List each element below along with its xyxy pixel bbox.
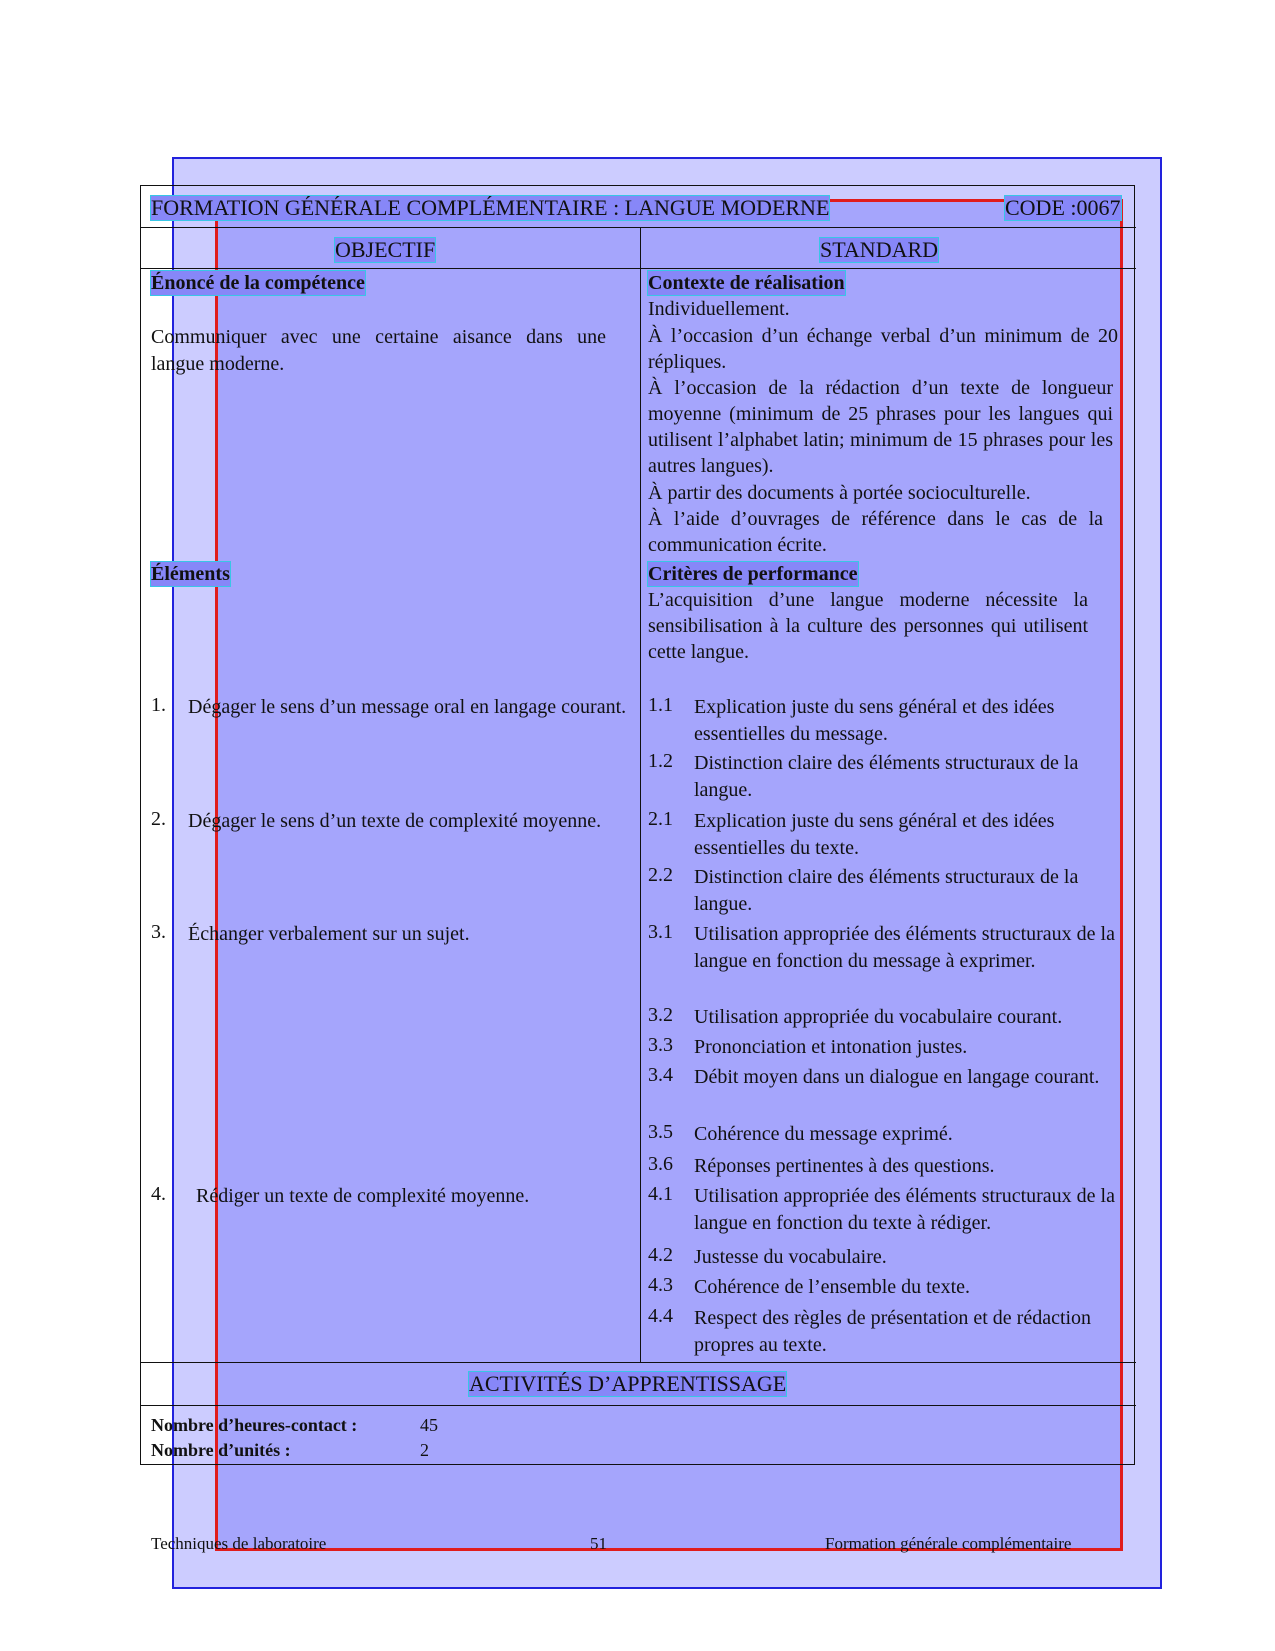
criterion-number: 2.2 — [648, 864, 673, 886]
column-divider — [640, 228, 641, 1362]
footer-section: Formation générale complémentaire — [825, 1534, 1072, 1553]
footer-page-number: 51 — [590, 1534, 607, 1553]
criterion-text: Débit moyen dans un dialogue en langage courant. — [694, 1066, 1100, 1088]
element-text: Rédiger un texte de complexité moyenne. — [196, 1185, 530, 1207]
criterion-text: Utilisation appropriée du vocabulaire courant. — [694, 1006, 1063, 1028]
contexte-item: À l’occasion de la rédaction d’un texte de longueur moyenne (minimum de 25 phrases pour les langues qui utilisent l’alphabet latin; minimum de 15 phrases pour les autres langues). — [648, 377, 1113, 477]
divider-line — [140, 227, 1136, 228]
hours-value: 45 — [420, 1415, 438, 1435]
hours-label: Nombre d’heures-contact : — [151, 1415, 358, 1435]
element-number: 3. — [151, 921, 166, 943]
criterion-text: Explication juste du sens général et des idées essentielles du message. — [694, 696, 1055, 745]
criterion-number: 4.2 — [648, 1244, 673, 1266]
contexte-item: À l’aide d’ouvrages de référence dans le cas de la communication écrite. — [648, 508, 1103, 556]
criterion-text: Distinction claire des éléments structuraux de la langue. — [694, 866, 1079, 915]
criterion-number: 2.1 — [648, 808, 673, 830]
criterion-number: 3.6 — [648, 1153, 673, 1175]
contexte-heading: Contexte de réalisation — [648, 272, 845, 294]
criterion-number: 1.2 — [648, 750, 673, 772]
criterion-text: Explication juste du sens général et des idées essentielles du texte. — [694, 810, 1055, 859]
criterion-number: 4.3 — [648, 1274, 673, 1296]
units-value: 2 — [420, 1440, 429, 1460]
criterion-number: 3.5 — [648, 1121, 673, 1143]
criterion-number: 3.2 — [648, 1004, 673, 1026]
criterion-text: Cohérence de l’ensemble du texte. — [694, 1276, 970, 1298]
criterion-number: 3.1 — [648, 921, 673, 943]
column-objectif: OBJECTIF — [335, 237, 436, 262]
column-standard: STANDARD — [820, 237, 939, 262]
element-number: 2. — [151, 808, 166, 830]
competence-heading: Énoncé de la compétence — [151, 272, 365, 294]
element-text: Échanger verbalement sur un sujet. — [188, 923, 470, 945]
form-title: FORMATION GÉNÉRALE COMPLÉMENTAIRE : LANGUE MODERNE — [151, 195, 830, 220]
criteres-heading: Critères de performance — [648, 563, 858, 585]
competence-text: Communiquer avec une certaine aisance dans une langue moderne. — [151, 326, 606, 375]
course-code: CODE :0067 — [1005, 195, 1121, 220]
units-label: Nombre d’unités : — [151, 1440, 291, 1460]
criterion-number: 4.4 — [648, 1305, 673, 1327]
element-text: Dégager le sens d’un message oral en langage courant. — [188, 696, 627, 718]
divider-line — [140, 1362, 1136, 1363]
criteres-intro: L’acquisition d’une langue moderne nécessite la sensibilisation à la culture des personnes qui utilisent cette langue. — [648, 589, 1088, 663]
divider-line — [140, 1405, 1136, 1406]
criterion-text: Réponses pertinentes à des questions. — [694, 1155, 995, 1177]
criterion-text: Distinction claire des éléments structuraux de la langue. — [694, 752, 1079, 801]
contexte-item: À l’occasion d’un échange verbal d’un minimum de 20 répliques. — [648, 325, 1118, 373]
criterion-number: 4.1 — [648, 1183, 673, 1205]
footer-program: Techniques de laboratoire — [151, 1534, 327, 1553]
contexte-item: Individuellement. — [648, 298, 790, 320]
criterion-text: Justesse du vocabulaire. — [694, 1246, 887, 1268]
criterion-number: 1.1 — [648, 694, 673, 716]
activities-heading: ACTIVITÉS D’APPRENTISSAGE — [469, 1371, 787, 1396]
criterion-text: Cohérence du message exprimé. — [694, 1123, 953, 1145]
elements-heading: Éléments — [151, 563, 230, 585]
element-number: 4. — [151, 1183, 166, 1205]
criterion-text: Utilisation appropriée des éléments structuraux de la langue en fonction du texte à rédiger. — [694, 1185, 1115, 1234]
element-number: 1. — [151, 694, 166, 716]
criterion-text: Respect des règles de présentation et de rédaction propres au texte. — [694, 1307, 1092, 1356]
criterion-number: 3.3 — [648, 1034, 673, 1056]
criterion-text: Utilisation appropriée des éléments structuraux de la langue en fonction du message à exprimer. — [694, 923, 1115, 972]
contexte-item: À partir des documents à portée socioculturelle. — [648, 482, 1031, 504]
divider-line — [140, 268, 1136, 269]
element-text: Dégager le sens d’un texte de complexité moyenne. — [188, 810, 602, 832]
criterion-text: Prononciation et intonation justes. — [694, 1036, 968, 1058]
criterion-number: 3.4 — [648, 1064, 673, 1086]
